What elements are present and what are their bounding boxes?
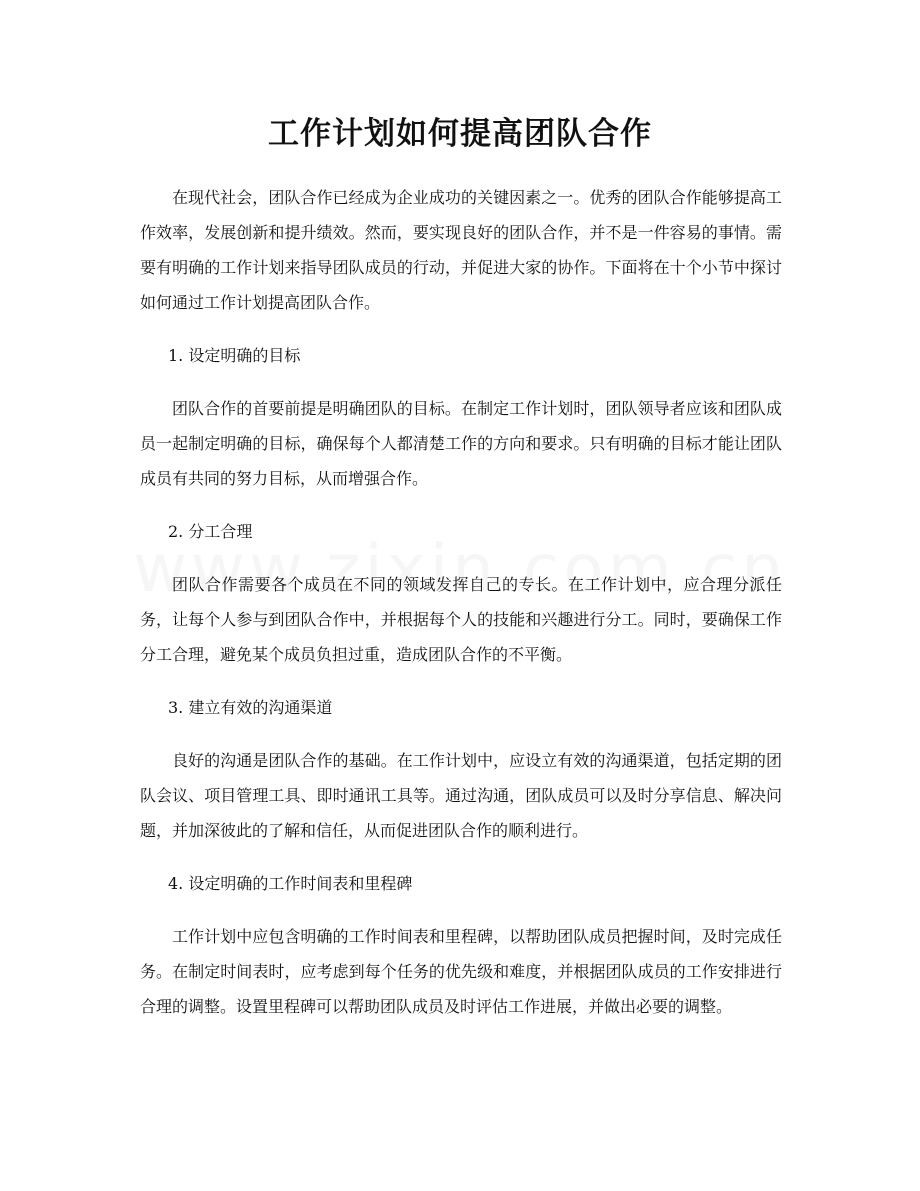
section-heading-3: 3. 建立有效的沟通渠道 xyxy=(168,698,333,717)
section-body-4: 工作计划中应包含明确的工作时间表和里程碑，以帮助团队成员把握时间，及时完成任务。在制定时间表时，应考虑到每个任务的优先级和难度，并根据团队成员的工作安排进行合理的调整。设置里程碑可以帮助团队成员及时评估工作进展，并做出必要的调整。 xyxy=(140,927,782,1016)
section-heading-1: 1. 设定明确的目标 xyxy=(168,346,301,365)
section-body-3: 良好的沟通是团队合作的基础。在工作计划中，应设立有效的沟通渠道，包括定期的团队会议、项目管理工具、即时通讯工具等。通过沟通，团队成员可以及时分享信息、解决问题，并加深彼此的了解和信任，从而促进团队合作的顺利进行。 xyxy=(140,751,782,840)
section-body-2: 团队合作需要各个成员在不同的领域发挥自己的专长。在工作计划中，应合理分派任务，让每个人参与到团队合作中，并根据每个人的技能和兴趣进行分工。同时，要确保工作分工合理，避免某个成员负担过重，造成团队合作的不平衡。 xyxy=(140,575,782,664)
document-body xyxy=(140,180,782,1042)
intro-paragraph: 在现代社会，团队合作已经成为企业成功的关键因素之一。优秀的团队合作能够提高工作效率，发展创新和提升绩效。然而，要实现良好的团队合作，并不是一件容易的事情。需要有明确的工作计划来指导团队成员的行动，并促进大家的协作。下面将在十个小节中探讨如何通过工作计划提高团队合作。 xyxy=(140,188,782,312)
section-heading-2: 2. 分工合理 xyxy=(168,522,253,541)
section-heading-4: 4. 设定明确的工作时间表和里程碑 xyxy=(168,874,413,893)
section-body-1: 团队合作的首要前提是明确团队的目标。在制定工作计划时，团队领导者应该和团队成员一起制定明确的目标，确保每个人都清楚工作的方向和要求。只有明确的目标才能让团队成员有共同的努力目标，从而增强合作。 xyxy=(140,399,782,488)
document-title: 工作计划如何提高团队合作 xyxy=(268,116,652,152)
